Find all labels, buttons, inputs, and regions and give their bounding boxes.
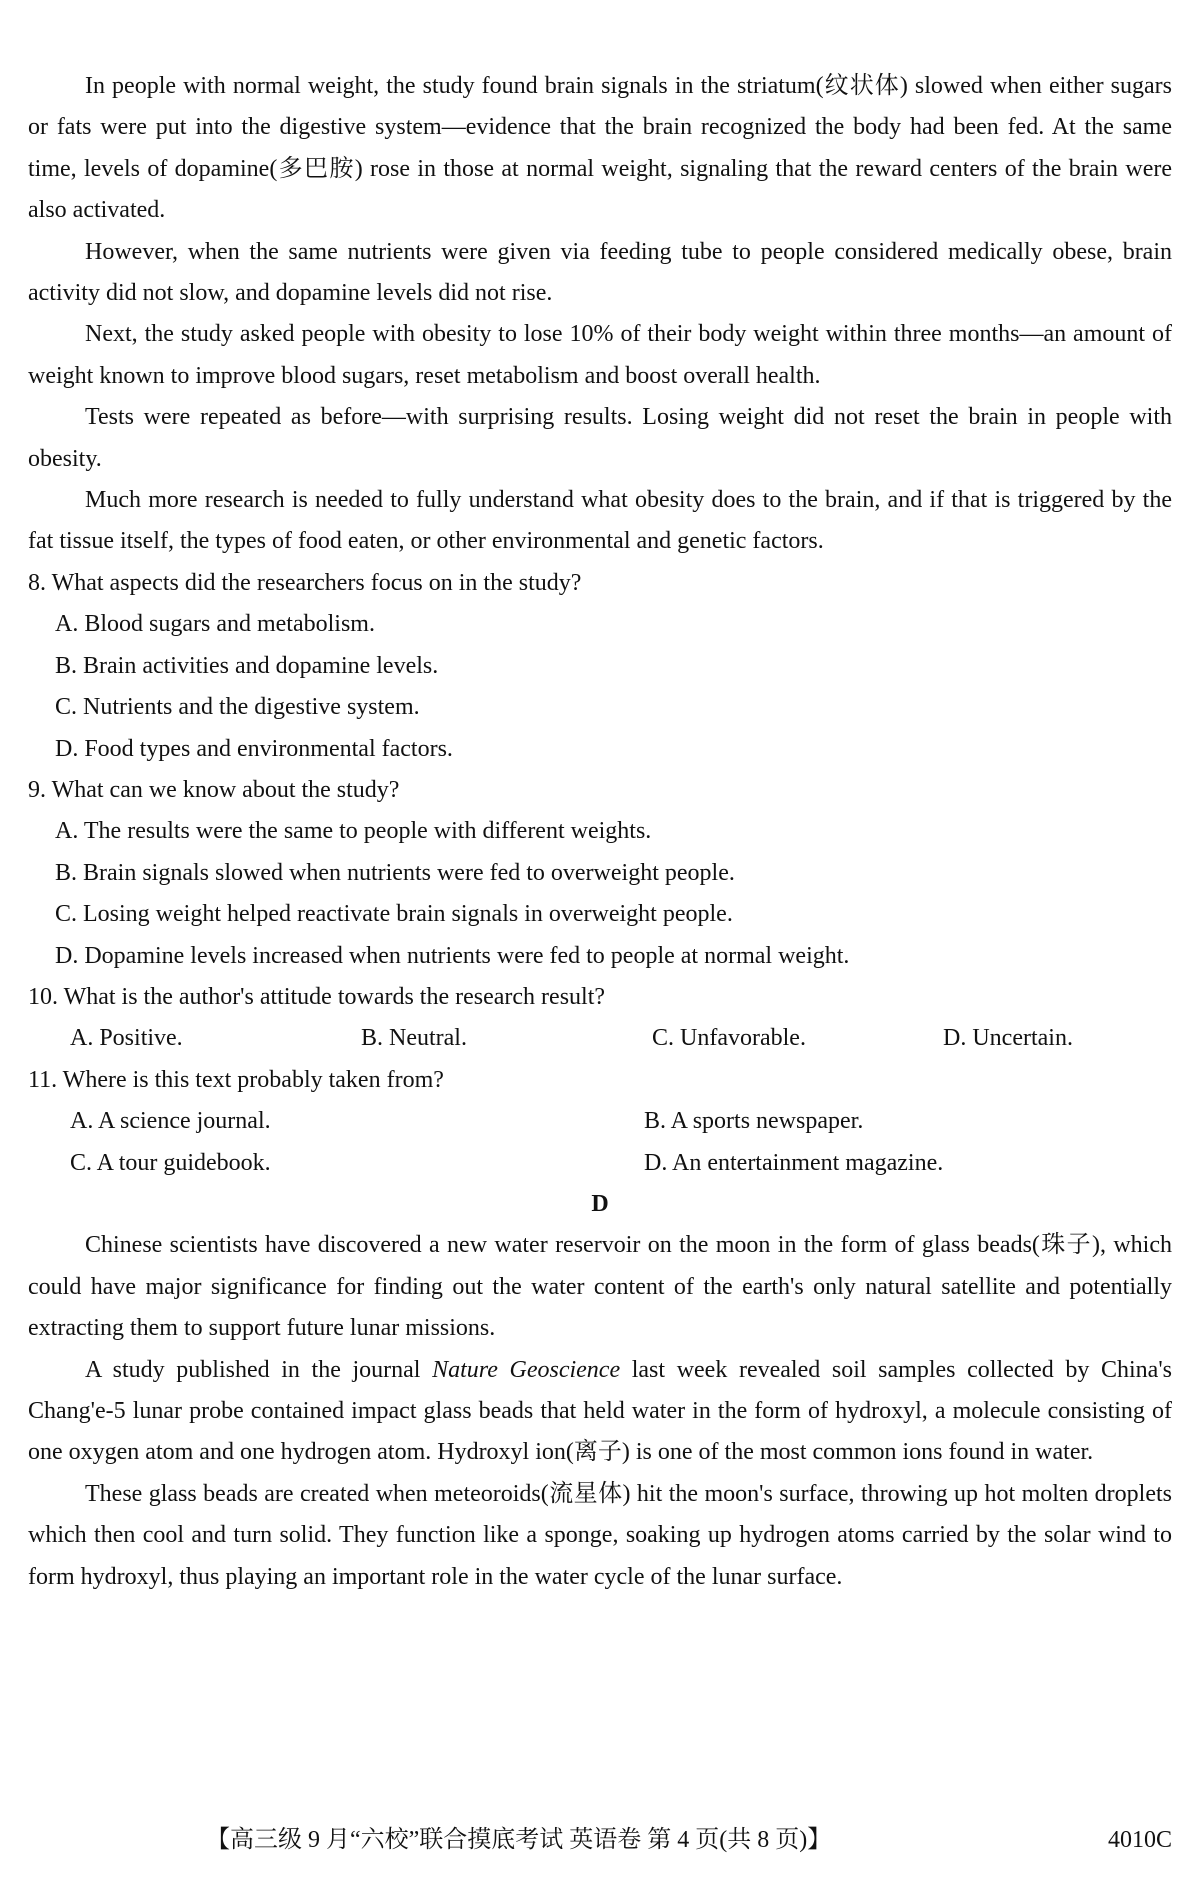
option-c: C. Losing weight helped reactivate brain signals in overweight people. bbox=[55, 901, 733, 928]
passage-c-paragraph-4: Tests were repeated as before—with surprising results. Losing weight did not reset the brain in people with obesity. bbox=[28, 404, 1172, 472]
option-c: C. A tour guidebook. bbox=[70, 1149, 271, 1176]
option-c: C. Nutrients and the digestive system. bbox=[55, 694, 420, 721]
passage-c-paragraph-1: In people with normal weight, the study found brain signals in the striatum(纹状体) slowed when either sugars or fats were put into the digestive system—evidence that the brain recognized the body had been fed. At the same time, levels of dopamine(多巴胺) rose in those at normal weight, signaling that the reward centers of the brain were also activated. bbox=[28, 73, 1172, 224]
journal-title: Nature Geoscience bbox=[432, 1356, 621, 1383]
passage-c-paragraph-3: Next, the study asked people with obesity to lose 10% of their body weight within three months—an amount of weight known to improve blood sugars, reset metabolism and boost overall health. bbox=[28, 321, 1172, 389]
option-b: B. Neutral. bbox=[361, 1025, 467, 1052]
passage-c-paragraph-2: However, when the same nutrients were given via feeding tube to people considered medically obese, brain activity did not slow, and dopamine levels did not rise. bbox=[28, 238, 1172, 307]
question-11 bbox=[28, 1060, 1172, 1184]
option-d: D. Food types and environmental factors. bbox=[55, 735, 453, 762]
question-stem: 8. What aspects did the researchers focus on in the study? bbox=[28, 569, 582, 596]
option-d: D. Dopamine levels increased when nutrients were fed to people at normal weight. bbox=[55, 942, 850, 969]
exam-page bbox=[28, 66, 1172, 1598]
option-b: B. Brain signals slowed when nutrients were fed to overweight people. bbox=[55, 859, 735, 886]
question-9 bbox=[28, 770, 1172, 977]
question-stem: 10. What is the author's attitude towards the research result? bbox=[28, 983, 606, 1010]
option-b: B. A sports newspaper. bbox=[644, 1108, 864, 1135]
options-row bbox=[70, 1143, 1172, 1184]
exam-info: 【高三级 9 月“六校”联合摸底考试 英语卷 第 4 页(共 8 页)】 bbox=[206, 1827, 832, 1853]
option-d: D. An entertainment magazine. bbox=[644, 1149, 944, 1176]
paper-code: 4010C bbox=[1107, 1827, 1172, 1853]
option-d: D. Uncertain. bbox=[943, 1025, 1073, 1052]
option-a: A. A science journal. bbox=[70, 1108, 271, 1135]
option-c: C. Unfavorable. bbox=[652, 1025, 806, 1052]
passage-c-paragraph-5: Much more research is needed to fully understand what obesity does to the brain, and if that is triggered by the fat tissue itself, the types of food eaten, or other environmental and genetic factors. bbox=[28, 487, 1172, 555]
question-10 bbox=[28, 977, 1172, 1060]
question-stem: 11. Where is this text probably taken from? bbox=[28, 1066, 444, 1093]
option-b: B. Brain activities and dopamine levels. bbox=[55, 652, 439, 679]
page-footer bbox=[0, 1822, 1200, 1858]
option-a: A. The results were the same to people with different weights. bbox=[55, 818, 652, 845]
option-a: A. Blood sugars and metabolism. bbox=[55, 611, 375, 638]
section-d-heading: D bbox=[591, 1190, 609, 1217]
question-stem: 9. What can we know about the study? bbox=[28, 776, 400, 803]
paragraph-text: last week revealed soil samples collected by China's Chang'e-5 lunar probe contained impact glass beads that held water in the form of hydroxyl, a molecule consisting of one oxygen atom and one hydrogen atom. Hydroxyl ion(离子) is one of the most common ions found in water. bbox=[28, 1356, 1172, 1466]
passage-d-paragraph-1: Chinese scientists have discovered a new water reservoir on the moon in the form of glass beads(珠子), which could have major significance for finding out the water content of the earth's only natural satellite and potentially extracting them to support future lunar missions. bbox=[28, 1232, 1172, 1342]
option-a: A. Positive. bbox=[70, 1025, 183, 1052]
question-8 bbox=[28, 563, 1172, 770]
options-row bbox=[70, 1018, 1172, 1059]
passage-d-paragraph-2 bbox=[28, 1350, 1172, 1474]
paragraph-text: A study published in the journal bbox=[85, 1356, 433, 1383]
options-row bbox=[70, 1101, 1172, 1142]
passage-d-paragraph-3: These glass beads are created when meteoroids(流星体) hit the moon's surface, throwing up hot molten droplets which then cool and turn solid. They function like a sponge, soaking up hydrogen atoms carried by the solar wind to form hydroxyl, thus playing an important role in the water cycle of the lunar surface. bbox=[28, 1480, 1172, 1590]
